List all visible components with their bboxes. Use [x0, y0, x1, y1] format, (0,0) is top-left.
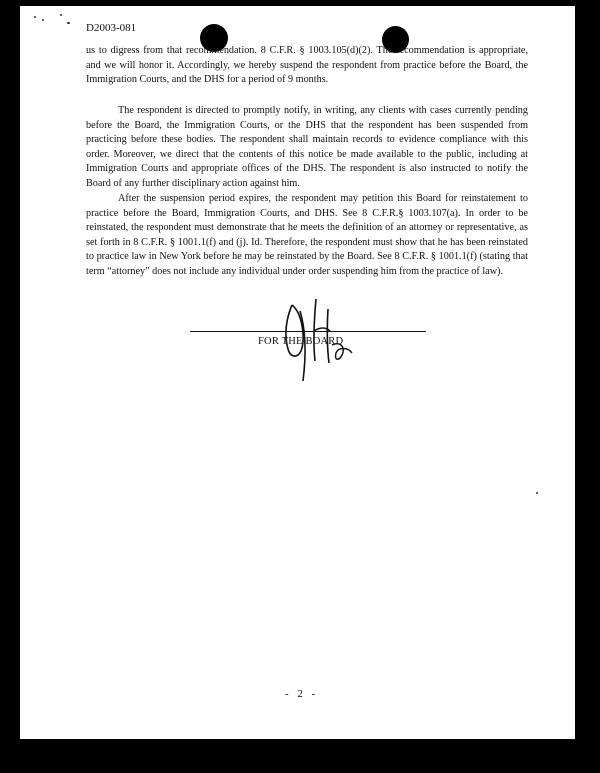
page-number: - 2 -: [285, 688, 319, 700]
paragraph-3: After the suspension period expires, the respondent may petition this Board for reinstatement to practice before the Board, Immigration Courts, and DHS. See 8 C.F.R.§ 1003.107(a). In order to be reinstated, the respondent must demonstrate that he meets the definition of an attorney or representative, as set forth in 8 C.F.R. § 1001.1(f) and (j). Id. Therefore, the respondent must show that he has been reinstated to practice law in New York before he may be reinstated by the Board. See 8 C.F.R. § 1001.1(f) (stating that term “attorney” does not include any individual under order suspending him from the practice of law).: [86, 193, 528, 277]
document-page: [20, 6, 575, 739]
handwritten-signature: [270, 291, 360, 383]
signature-caption: FOR THE BOARD: [258, 336, 344, 347]
document-id: D2003-081: [86, 22, 137, 34]
paragraph-2: The respondent is directed to promptly notify, in writing, any clients with cases currently pending before the Board, the Immigration Courts, or the DHS that the respondent has been suspended from practicing before these bodies. The respondent shall maintain records to evidence compliance with this order. Moreover, we direct that the contents of this notice be made available to the public, including at Immigration Courts and appropriate offices of the DHS. The respondent is also instructed to notify the Board of any further disciplinary action against him.: [86, 105, 528, 189]
paragraph-1: us to digress from that recommendation. 8 C.F.R. § 1003.105(d)(2). The recommendation is appropriate, and we will honor it. Accordingly, we hereby suspend the respondent from practice before the Board, the Immigration Courts, and the DHS for a period of 9 months.: [86, 45, 528, 86]
